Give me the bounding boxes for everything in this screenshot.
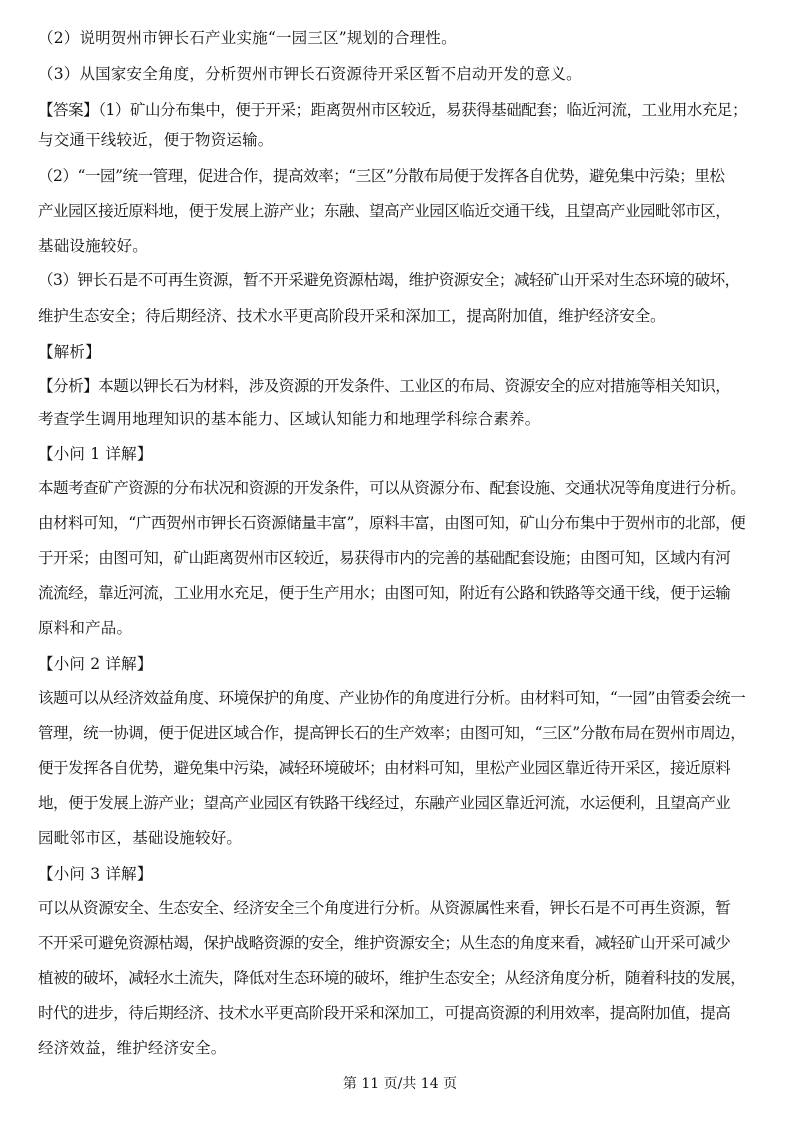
detail-3-line: 可以从资源安全、生态安全、经济安全三个角度进行分析。从资源属性来看，钾长石是不可再生资源，暂 [38, 899, 731, 917]
detail-3-line: 经济效益，维护经济安全。 [38, 1039, 227, 1057]
detail-3-label: 【小问 3 详解】 [38, 865, 153, 883]
answer-line: 维护生态安全；待后期经济、技术水平更高阶段开采和深加工，提高附加值，维护经济安全。 [38, 307, 666, 325]
detail-1-line: 本题考查矿产资源的分布状况和资源的开发条件，可以从资源分布、配套设施、交通状况等角度进行分析。 [38, 479, 746, 497]
detail-2-line: 便于发挥各自优势，避免集中污染，减轻环境破坏；由材料可知，里松产业园区靠近待开采区，接近原料 [38, 759, 731, 777]
detail-1-line: 原料和产品。 [38, 619, 133, 637]
detail-1-line: 于开采；由图可知，矿山距离贺州市区较近，易获得市内的完善的基础配套设施；由图可知，区域内有河 [38, 549, 731, 567]
detail-1-label: 【小问 1 详解】 [38, 445, 153, 463]
analysis-line: 【分析】本题以钾长石为材料，涉及资源的开发条件、工业区的布局、资源安全的应对措施等相关知识， [38, 377, 731, 395]
answer-line: （2）“一园”统一管理，促进合作，提高效率；“三区”分散布局便于发挥各自优势，避免集中污染；里松 [38, 167, 725, 185]
answer-line: 与交通干线较近，便于物资运输。 [38, 131, 274, 149]
answer-line: 产业园区接近原料地，便于发展上游产业；东融、望高产业园区临近交通干线，且望高产业园毗邻市区， [38, 202, 731, 220]
question-3-prompt: （3）从国家安全角度，分析贺州市钾长石资源待开采区暂不启动开发的意义。 [38, 65, 582, 83]
analysis-label: 【解析】 [38, 343, 101, 361]
detail-1-line: 流流经，靠近河流，工业用水充足，便于生产用水；由图可知，附近有公路和铁路等交通干线，便于运输 [38, 584, 731, 602]
detail-3-line: 植被的破坏，减轻水土流失，降低对生态环境的破坏，维护生态安全；从经济角度分析，随着科技的发展， [38, 969, 746, 987]
detail-2-line: 管理，统一协调，便于促进区域合作，提高钾长石的生产效率；由图可知，“三区”分散布局在贺州市周边， [38, 724, 746, 742]
page-number: 第 11 页/共 14 页 [342, 1076, 458, 1092]
answer-line: （3）钾长石是不可再生资源，暂不开采避免资源枯竭，维护资源安全；减轻矿山开采对生态环境的破坏， [38, 271, 740, 289]
detail-3-line: 时代的进步，待后期经济、技术水平更高阶段开采和深加工，可提高资源的利用效率，提高附加值，提高 [38, 1004, 731, 1022]
detail-1-line: 由材料可知，“广西贺州市钾长石资源储量丰富”，原料丰富，由图可知，矿山分布集中于贺州市的北部，便 [38, 514, 746, 532]
answer-line: 基础设施较好。 [38, 237, 148, 255]
answer-line: 【答案】（1）矿山分布集中，便于开采；距离贺州市区较近，易获得基础配套；临近河流，工业用水充足； [38, 101, 748, 119]
question-2-prompt: （2）说明贺州市钾长石产业实施“一园三区”规划的合理性。 [38, 29, 457, 47]
detail-2-line: 该题可以从经济效益角度、环境保护的角度、产业协作的角度进行分析。由材料可知，“一园”由管委会统一 [38, 689, 746, 707]
analysis-line: 考查学生调用地理知识的基本能力、区域认知能力和地理学科综合素养。 [38, 410, 541, 428]
detail-2-line: 地，便于发展上游产业；望高产业园区有铁路干线经过，东融产业园区靠近河流，水运便利，且望高产业 [38, 794, 731, 812]
detail-2-line: 园毗邻市区，基础设施较好。 [38, 829, 243, 847]
detail-3-line: 不开采可避免资源枯竭，保护战略资源的安全，维护资源安全；从生态的角度来看，减轻矿山开采可减少 [38, 934, 731, 952]
detail-2-label: 【小问 2 详解】 [38, 655, 153, 673]
